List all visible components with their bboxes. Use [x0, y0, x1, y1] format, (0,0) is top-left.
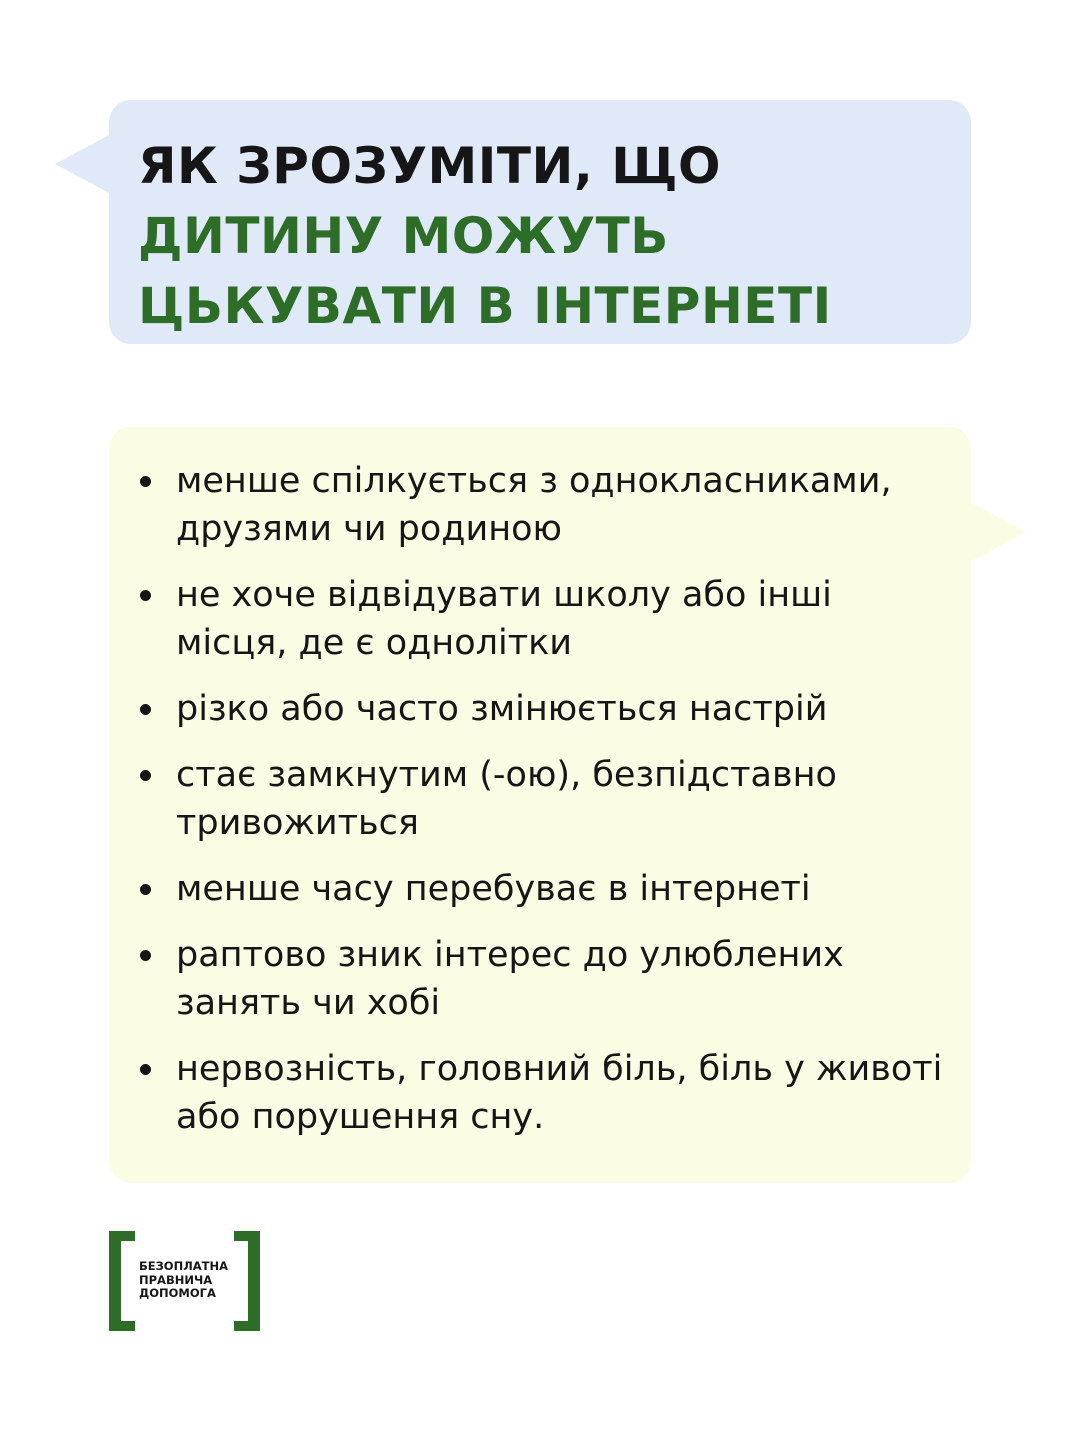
list-item — [140, 685, 950, 733]
list-item — [140, 457, 950, 553]
signs-bubble-tail — [970, 502, 1026, 562]
list-item-text: раптово зник інтерес до улюблених занять чи хобі — [176, 935, 844, 1023]
logo-text — [139, 1260, 239, 1301]
list-item-text: різко або часто змінюється настрій — [176, 689, 828, 729]
logo-line: БЕЗОПЛАТНА — [139, 1259, 229, 1273]
logo — [109, 1231, 260, 1331]
bullet-icon — [140, 1064, 151, 1075]
bullet-icon — [140, 884, 151, 895]
list-item-text: менше часу перебуває в інтернеті — [176, 869, 811, 909]
title-part-black: ЯК ЗРОЗУМІТИ, ЩО — [138, 137, 722, 195]
list-item — [140, 865, 950, 913]
list-item — [140, 1045, 950, 1141]
logo-right-bracket-icon — [234, 1231, 260, 1331]
list-item — [140, 751, 950, 847]
bullet-icon — [140, 950, 151, 961]
signs-list — [140, 457, 950, 1159]
page-title — [138, 131, 958, 341]
bullet-icon — [140, 476, 151, 487]
logo-line: ПРАВНИЧА — [139, 1272, 213, 1287]
bullet-icon — [140, 704, 151, 715]
title-bubble-tail — [55, 134, 111, 194]
list-item-text: нервозність, головний біль, біль у животі або порушення сну. — [176, 1049, 943, 1137]
list-item — [140, 571, 950, 667]
logo-left-bracket-icon — [109, 1231, 135, 1331]
logo-line: ДОПОМОГА — [139, 1286, 216, 1300]
list-item — [140, 931, 950, 1027]
title-part-green: ДИТИНУ МОЖУТЬ ЦЬКУВАТИ В ІНТЕРНЕТІ — [138, 207, 832, 335]
bullet-icon — [140, 590, 151, 601]
list-item-text: менше спілкується з однокласниками, друзями чи родиною — [176, 461, 892, 549]
list-item-text: стає замкнутим (-ою), безпідставно тривожиться — [176, 755, 837, 843]
list-item-text: не хоче відвідувати школу або інші місця, де є однолітки — [176, 575, 832, 663]
bullet-icon — [140, 770, 151, 781]
